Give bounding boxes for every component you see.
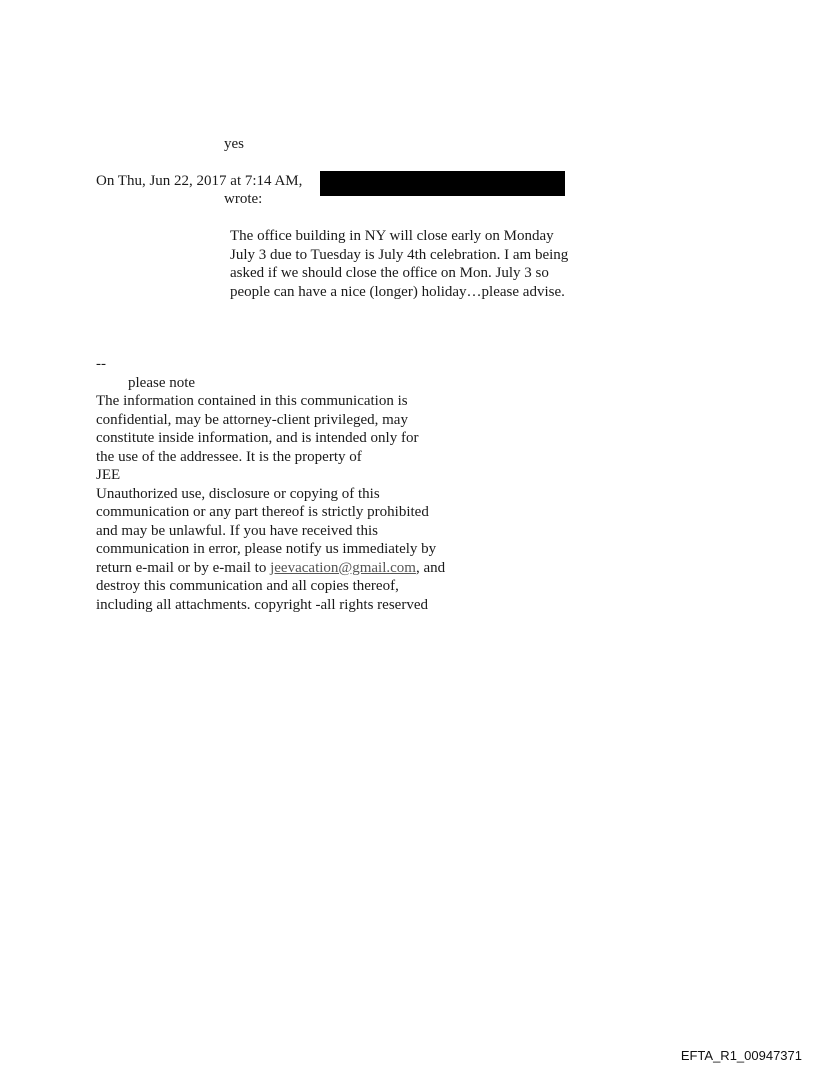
disclaimer-line: communication in error, please notify us immediately by <box>96 541 437 557</box>
disclaimer-line: constitute inside information, and is intended only for <box>96 430 419 446</box>
quoted-line: asked if we should close the office on Mon. July 3 so <box>230 265 549 281</box>
quoted-line: The office building in NY will close early on Monday <box>230 228 554 244</box>
disclaimer-email-suffix: , and <box>415 559 446 576</box>
disclaimer-line: the use of the addressee. It is the property of <box>96 448 362 465</box>
quoted-line: people can have a nice (longer) holiday…please advise. <box>230 283 565 300</box>
disclaimer-line: The information contained in this communication is <box>96 393 408 409</box>
quote-header-wrote: wrote: <box>224 191 263 207</box>
disclaimer-line: JEE <box>96 467 121 483</box>
document-id: EFTA_R1_00947371 <box>680 1047 802 1063</box>
quote-header: On Thu, Jun 22, 2017 at 7:14 AM, <box>96 173 303 189</box>
disclaimer-line: communication or any part thereof is strictly prohibited <box>96 504 429 520</box>
redaction-block <box>320 171 565 196</box>
quoted-line: July 3 due to Tuesday is July 4th celebration. I am being <box>230 246 569 263</box>
disclaimer-line: and may be unlawful. If you have received this <box>96 522 378 539</box>
please-note: please note <box>128 375 196 391</box>
disclaimer-line: destroy this communication and all copies thereof, <box>96 578 399 594</box>
quoted-message <box>230 227 610 301</box>
disclaimer-line: including all attachments. copyright -all rights reserved <box>96 596 428 613</box>
reply-text: yes <box>224 136 244 152</box>
disclaimer-line: confidential, may be attorney-client privileged, may <box>96 411 408 428</box>
confidentiality-disclaimer <box>96 392 496 614</box>
email-link[interactable]: jeevacation@gmail.com <box>270 559 416 576</box>
disclaimer-email-prefix: return e-mail or by e-mail to <box>96 559 271 576</box>
signature-separator: -- <box>96 356 106 372</box>
disclaimer-email-line <box>96 559 496 578</box>
disclaimer-line: Unauthorized use, disclosure or copying of this <box>96 485 380 502</box>
